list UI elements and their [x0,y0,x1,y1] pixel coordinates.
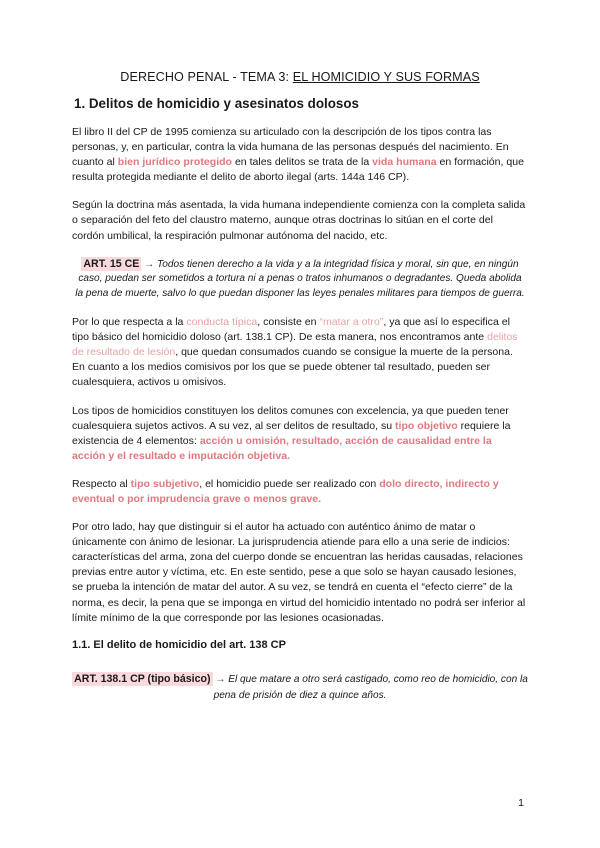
paragraph-3 [72,315,528,390]
paragraph-5 [72,477,528,507]
title-topic: EL HOMICIDIO Y SUS FORMAS [292,70,480,84]
paragraph-1 [72,125,528,185]
article-15-ce-quote [72,257,528,302]
paragraph-6: Por otro lado, hay que distinguir si el autor ha actuado con auténtico ánimo de matar o únicamente con ánimo de lesionar. La jurisprudencia atiende para ello a una serie de indicios: características del arma, zona del cuerpo donde se encuentran las heridas causadas, relaciones previas entre autor y víctima, etc. En este sentido, pese a que solo se hayan causado lesiones, se prueba la intención de matar del autor. A su vez, se tendrá en cuenta el “efecto cierre” de la norma, es decir, la pena que se imponga en virtud del homicidio intentado no podrá ser inferior al límite mínimo de la que corresponde por las lesiones ocasionadas. [72,521,526,624]
quote-text: Todos tienen derecho a la vida y a la integridad física y moral, sin que, en ningún caso, puedan ser sometidos a tortura ni a penas o tratos inhumanos o degradantes. Queda abolida la pena de muerte, salvo lo que puedan disponer las leyes penales militares para tiempos de guerra. [75,258,525,300]
text-run: Por lo que respecta a la [72,316,187,329]
highlight-elementos: acción u omisión, resultado, acción de causalidad entre la acción y el resultado e imputación objetiva. [72,434,492,462]
highlight-vida-humana: vida humana [372,156,437,169]
highlight-dolo: dolo directo, indirecto y eventual o por imprudencia grave o menos grave. [72,477,499,505]
highlight-tipo-objetivo: tipo objetivo [395,419,458,432]
article-138-cp-quote [72,671,528,704]
quote-text: El que matare a otro será castigado, como reo de homicidio, con la pena de prisión de diez a quince años. [213,673,528,701]
text-run: , que quedan consumados cuando se consigue la muerte de la persona. En cuanto a los medios comisivos por los que se puede obtener tal resultado, pueden ser cualesquiera, activos u omisivos. [72,346,513,389]
document-title [72,70,528,84]
text-run: , consiste en [257,316,320,329]
text-run: , el homicidio puede ser realizado con [199,477,380,490]
text-run: en tales delitos se trata de la [232,156,373,169]
title-prefix: DERECHO PENAL - TEMA 3: [120,70,293,84]
section-1-heading: 1. Delitos de homicidio y asesinatos dolosos [74,96,359,111]
text-run: requiere la existencia de 4 elementos: [72,419,511,447]
highlight-conducta-tipica: conducta típica [186,316,258,329]
arrow-icon: → [212,673,229,685]
highlight-tipo-subjetivo: tipo subjetivo [130,477,200,490]
paragraph-2: Según la doctrina más asentada, la vida humana independiente comienza con la completa salida o separación del feto del claustro materno, aunque otras doctrinas lo sitúan en el corte del cordón umbilical, la respiración pulmonar autónoma del nacido, etc. [72,199,526,242]
page-number: 1 [518,797,524,809]
highlight-delitos-resultado: delitos de resultado de lesión [72,331,518,359]
paragraph-4 [72,404,528,464]
text-run: Los tipos de homicidios constituyen los delitos comunes con excelencia, ya que pueden tener cualesquiera sujetos activos. A su vez, al ser delitos de resultado, su [72,404,509,432]
section-1-1-heading: 1.1. El delito de homicidio del art. 138 CP [72,638,286,651]
highlight-bien-juridico: bien jurídico protegido [117,156,233,169]
text-run: Respecto al [72,477,131,490]
article-label: ART. 15 CE [83,257,140,270]
text-run: El libro II del CP de 1995 comienza su articulado con la descripción de los tipos contra las personas, y, en particular, contra la vida humana de las personas después del nacimiento. En cuanto al [72,126,509,169]
text-run: , ya que así lo especifica el tipo básico del homicidio doloso (art. 138.1 CP). De esta manera, nos encontramos ante [72,316,510,344]
highlight-matar-a-otro: “matar a otro” [319,316,384,329]
article-label: ART. 138.1 CP (tipo básico) [74,672,211,685]
document-page [72,70,528,704]
text-run: en formación, que resulta protegida mediante el delito de aborto ilegal (arts. 144a 146 CP). [72,156,524,184]
arrow-icon: → [141,258,158,270]
